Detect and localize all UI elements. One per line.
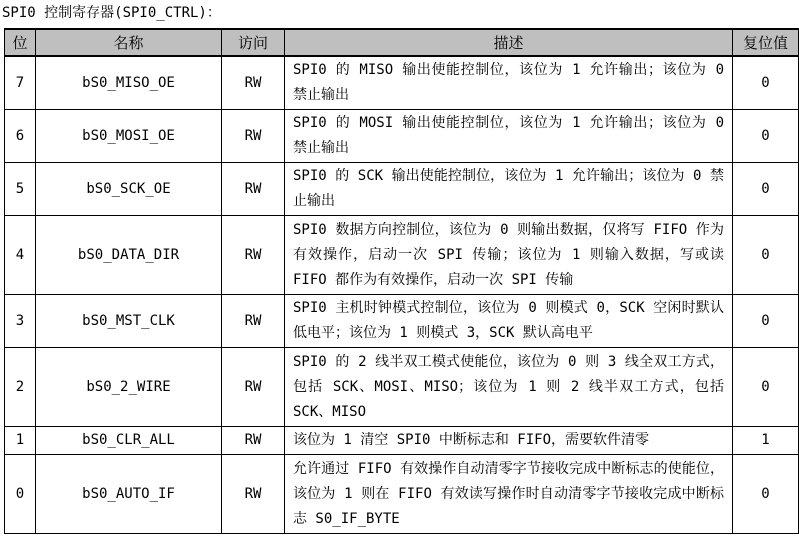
cell-name: bS0_MOSI_OE (36, 110, 222, 163)
cell-bit: 2 (5, 348, 36, 427)
header-bit: 位 (5, 29, 36, 56)
cell-access: RW (222, 163, 285, 216)
table-row (5, 455, 799, 534)
cell-bit: 4 (5, 216, 36, 295)
cell-description: SPI0 的 2 线半双工模式使能位，该位为 0 则 3 线全双工方式，包括 SCK、MOSI、MISO；该位为 1 则 2 线半双工方式，包括 SCK、MISO (285, 348, 733, 427)
cell-bit: 7 (5, 56, 36, 110)
cell-description: SPI0 的 MISO 输出使能控制位，该位为 1 允许输出；该位为 0 禁止输出 (285, 56, 733, 110)
cell-reset: 0 (733, 216, 799, 295)
table-row (5, 348, 799, 427)
table-row (5, 427, 799, 455)
cell-description: SPI0 的 MOSI 输出使能控制位，该位为 1 允许输出；该位为 0 禁止输出 (285, 110, 733, 163)
cell-reset: 0 (733, 163, 799, 216)
cell-description: SPI0 的 SCK 输出使能控制位，该位为 1 允许输出；该位为 0 禁止输出 (285, 163, 733, 216)
cell-access: RW (222, 110, 285, 163)
cell-name: bS0_AUTO_IF (36, 455, 222, 534)
table-row (5, 295, 799, 348)
cell-description: 允许通过 FIFO 有效操作自动清零字节接收完成中断标志的使能位，该位为 1 则在 FIFO 有效读写操作时自动清零字节接收完成中断标志 S0_IF_BYTE (285, 455, 733, 534)
cell-description: SPI0 主机时钟模式控制位，该位为 0 则模式 0，SCK 空闲时默认低电平；该位为 1 则模式 3，SCK 默认高电平 (285, 295, 733, 348)
cell-description: 该位为 1 清空 SPI0 中断标志和 FIFO，需要软件清零 (285, 427, 733, 455)
table-row (5, 110, 799, 163)
header-reset-value: 复位值 (733, 29, 799, 56)
cell-reset: 0 (733, 56, 799, 110)
header-name: 名称 (36, 29, 222, 56)
header-access: 访问 (222, 29, 285, 56)
cell-reset: 0 (733, 348, 799, 427)
cell-reset: 0 (733, 110, 799, 163)
cell-access: RW (222, 348, 285, 427)
cell-bit: 6 (5, 110, 36, 163)
table-row (5, 163, 799, 216)
cell-name: bS0_MST_CLK (36, 295, 222, 348)
cell-reset: 0 (733, 455, 799, 534)
cell-reset: 0 (733, 295, 799, 348)
cell-access: RW (222, 295, 285, 348)
cell-bit: 1 (5, 427, 36, 455)
cell-access: RW (222, 427, 285, 455)
cell-access: RW (222, 216, 285, 295)
cell-access: RW (222, 455, 285, 534)
cell-name: bS0_SCK_OE (36, 163, 222, 216)
cell-bit: 0 (5, 455, 36, 534)
table-row (5, 216, 799, 295)
cell-reset: 1 (733, 427, 799, 455)
cell-access: RW (222, 56, 285, 110)
cell-name: bS0_2_WIRE (36, 348, 222, 427)
register-table (4, 28, 799, 534)
cell-name: bS0_CLR_ALL (36, 427, 222, 455)
header-description: 描述 (285, 29, 733, 56)
cell-bit: 5 (5, 163, 36, 216)
table-header-row (5, 29, 799, 56)
table-row (5, 56, 799, 110)
cell-name: bS0_DATA_DIR (36, 216, 222, 295)
cell-name: bS0_MISO_OE (36, 56, 222, 110)
cell-bit: 3 (5, 295, 36, 348)
register-title: SPI0 控制寄存器(SPI0_CTRL)： (2, 5, 221, 21)
cell-description: SPI0 数据方向控制位，该位为 0 则输出数据，仅将写 FIFO 作为有效操作，启动一次 SPI 传输；该位为 1 则输入数据，写或读 FIFO 都作为有效操作，启动一次 SPI 传输 (285, 216, 733, 295)
